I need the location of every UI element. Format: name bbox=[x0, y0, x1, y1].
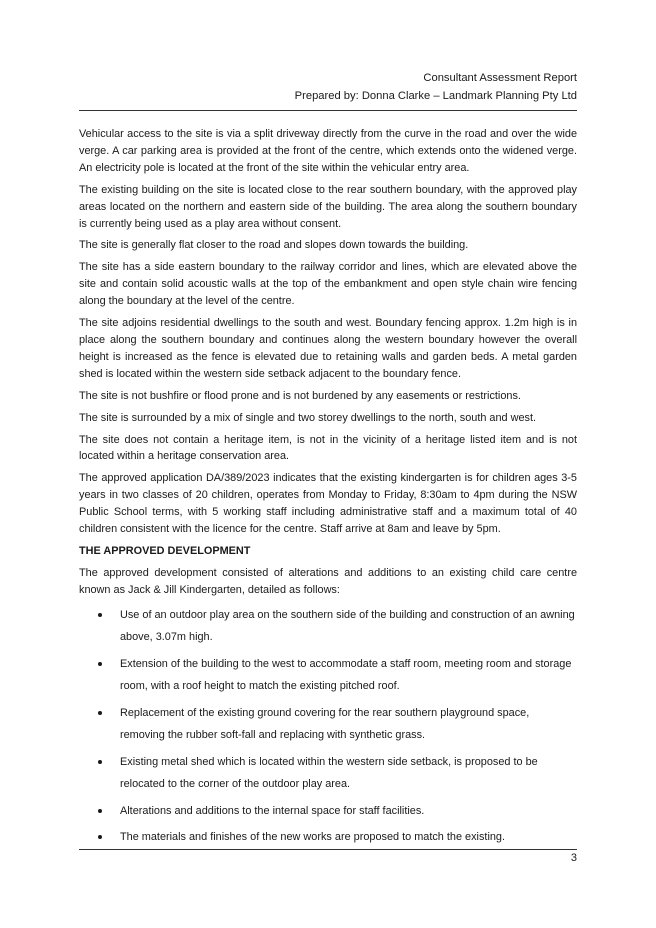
paragraph: The site adjoins residential dwellings to the south and west. Boundary fencing approx. 1.2m high is in place along the southern boundary and continues along the western boundary however the overall height is increased as the fence is elevated due to retaining walls and garden beds. A metal garden shed is located within the western side setback adjacent to the boundary fence. bbox=[79, 317, 577, 380]
bullet-icon bbox=[98, 760, 102, 764]
bullet-icon bbox=[98, 711, 102, 715]
bullet-icon bbox=[98, 809, 102, 813]
paragraph: The site is generally flat closer to the road and slopes down towards the building. bbox=[79, 239, 469, 252]
list-item-text: Use of an outdoor play area on the southern side of the building and construction of an awning above, 3.07m high. bbox=[120, 608, 575, 644]
list-item-text: Existing metal shed which is located within the western side setback, is proposed to be relocated to the corner of the outdoor play area. bbox=[120, 755, 538, 791]
footer-divider bbox=[79, 849, 577, 850]
list-item-text: Alterations and additions to the internal space for staff facilities. bbox=[120, 804, 425, 817]
paragraph: The existing building on the site is located close to the rear southern boundary, with the approved play areas located on the northern and eastern side of the building. The area along the southern boundary is currently being used as a play area without consent. bbox=[79, 183, 577, 230]
paragraph: Vehicular access to the site is via a split driveway directly from the curve in the road and over the wide verge. A car parking area is provided at the front of the centre, which extends onto the widened verge. An electricity pole is located at the front of the site within the vehicular entry area. bbox=[79, 128, 577, 174]
list-item-text: The materials and finishes of the new works are proposed to match the existing. bbox=[120, 831, 506, 844]
list-item-text: Extension of the building to the west to accommodate a staff room, meeting room and storage room, with a roof height to match the existing pitched roof. bbox=[120, 657, 572, 693]
paragraph: The site is not bushfire or flood prone and is not burdened by any easements or restrictions. bbox=[79, 389, 521, 402]
prepared-by: Prepared by: Donna Clarke – Landmark Planning Pty Ltd bbox=[294, 90, 577, 102]
list-item bbox=[79, 604, 577, 649]
page-header bbox=[295, 69, 577, 105]
paragraph: The site is surrounded by a mix of single and two storey dwellings to the north, south and west. bbox=[79, 411, 537, 424]
section-intro: The approved development consisted of alterations and additions to an existing child care centre known as Jack & Jill Kindergarten, detailed as follows: bbox=[79, 566, 577, 596]
section-heading: THE APPROVED DEVELOPMENT bbox=[79, 544, 251, 557]
bullet-icon bbox=[98, 662, 102, 666]
paragraph: The site does not contain a heritage item, is not in the vicinity of a heritage listed item and is not located within a heritage conservation area. bbox=[79, 433, 577, 463]
list-item-text: Replacement of the existing ground covering for the rear southern playground space, removing the rubber soft-fall and replacing with synthetic grass. bbox=[120, 706, 530, 742]
header-divider bbox=[79, 110, 577, 111]
list-item bbox=[79, 800, 577, 823]
page-number: 3 bbox=[570, 852, 577, 864]
paragraph: The site has a side eastern boundary to the railway corridor and lines, which are elevated above the site and contain solid acoustic walls at the top of the embankment and open style chain wire fencing along the boundary at the level of the centre. bbox=[79, 261, 577, 308]
list-item bbox=[79, 751, 577, 796]
body-content bbox=[79, 126, 577, 853]
list-item bbox=[79, 702, 577, 747]
bullet-list bbox=[79, 604, 577, 849]
bullet-icon bbox=[98, 613, 102, 617]
list-item bbox=[79, 653, 577, 698]
list-item bbox=[79, 826, 577, 849]
bullet-icon bbox=[98, 835, 102, 839]
report-title: Consultant Assessment Report bbox=[423, 72, 577, 84]
paragraph: The approved application DA/389/2023 indicates that the existing kindergarten is for children ages 3-5 years in two classes of 20 children, operates from Monday to Friday, 8:30am to 4pm during the NSW Public School terms, with 5 working staff including administrative staff and a maximum total of 40 children consistent with the licence for the centre. Staff arrive at 8am and leave by 5pm. bbox=[79, 472, 577, 536]
